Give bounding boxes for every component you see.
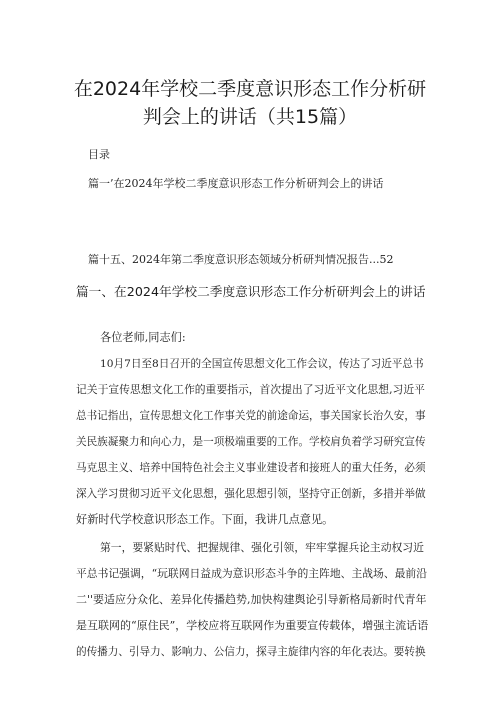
paragraph-2-line-2: 平总书记强调，“玩联网日益成为意识形态斗争的主阵地、主战场、最前沿 — [76, 567, 428, 580]
paragraph-1-line-4: 关民族凝聚力和向心力，是一项极端重要的工作。学校肩负着学习研究宣传 — [76, 436, 426, 448]
paragraph-1-line-3: 总书记指出，宣传思想文化工作事关党的前途命运，事关国家长治久安，事 — [76, 410, 426, 422]
paragraph-2-line-1: 第一，要紧贴时代、把握规律、强化引领，牢牢掌握兵论主动权习近 — [100, 541, 424, 554]
toc-label: 目录 — [88, 148, 110, 161]
paragraph-1-line-2: 记关于宣传思想文化工作的重要指示，首次提出了习近平文化思想,习近平 — [76, 383, 425, 396]
paragraph-2-line-3: 二''要适应分众化、差异化传播趋势,加快构建舆论引导新格局新时代青年 — [76, 593, 427, 606]
toc-item-15: 篇十五、2024年第二季度意识形态领域分析研判情况报告...52 — [88, 253, 394, 266]
toc-item-1: 篇一’在2024年学校二季度意识形态工作分析研判会上的讲话 — [88, 177, 384, 190]
paragraph-1-line-7: 好新时代学校意识形态工作。下面，我讲几点意见。 — [76, 513, 334, 526]
document-title-line-1: 在2024年学校二季度意识形态工作分析研 — [73, 78, 427, 100]
section-heading: 篇一、在2024年学校二季度意识形态工作分析研判会上的讲话 — [76, 284, 426, 299]
paragraph-2-line-5: 的传播力、引导力、影响力、公信力，探寻主旋律内容的年化表达。要转换 — [76, 646, 426, 658]
document-title-line-2: 判会上的讲话（共15篇） — [142, 106, 358, 128]
paragraph-1-line-5: 马克思主义、培养中国特色社会主义事业建设者和接班人的重大任务，必须 — [76, 462, 426, 474]
paragraph-1-line-1: 10月7日至8日召开的全国宣传思想文化工作会议，传达了习近平总书 — [100, 358, 424, 370]
paragraph-2-line-4: 是互联网的“原住民”，学校应将互联网作为重要宣传载体，增强主流话语 — [76, 619, 429, 632]
greeting: 各位老师,同志们: — [100, 331, 186, 344]
paragraph-1-line-6: 深入学习贯彻习近平文化思想，强化思想引领，坚持守正创新，多措并举做 — [76, 488, 426, 500]
